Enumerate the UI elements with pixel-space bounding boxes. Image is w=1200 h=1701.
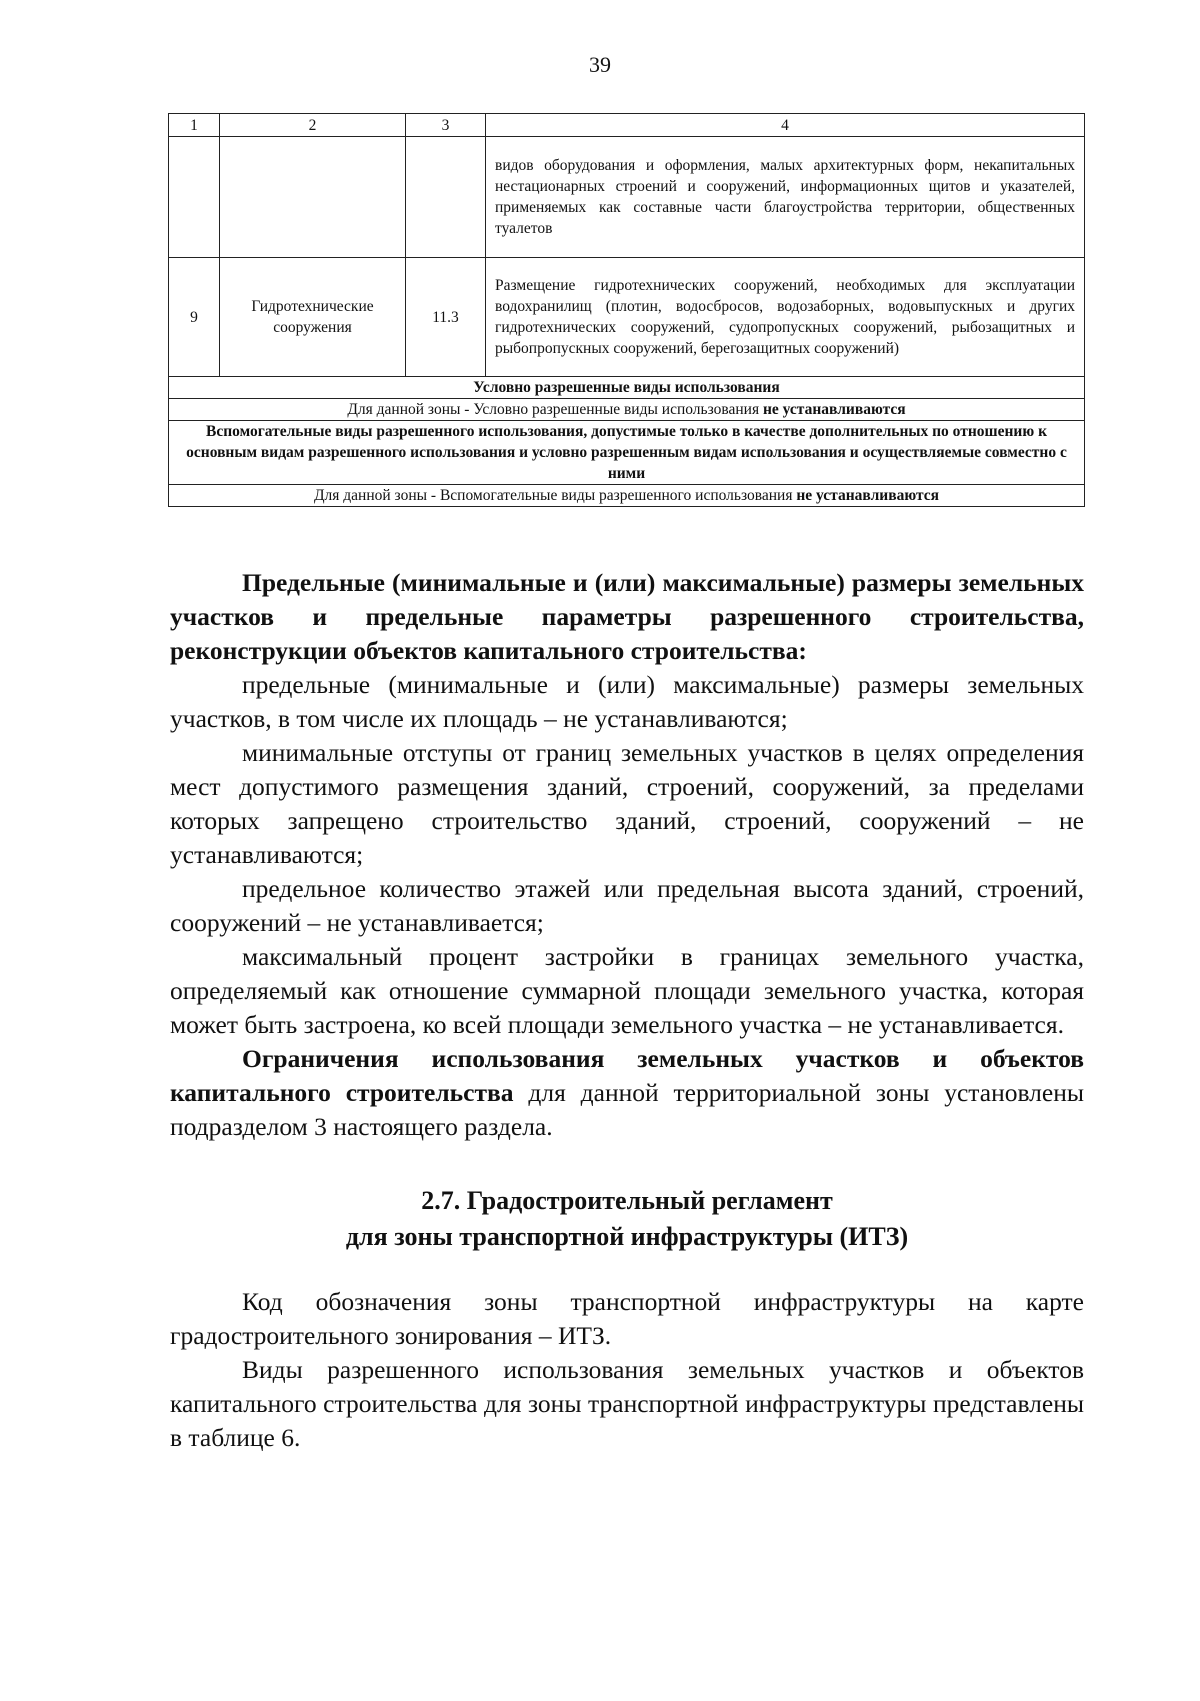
- land-use-table: [168, 113, 1085, 507]
- paragraph: Код обозначения зоны транспортной инфраструктуры на карте градостроительного зонирования – ИТЗ.: [170, 1287, 1084, 1350]
- row-code: 11.3: [406, 258, 486, 377]
- note-bold-text: не устанавливаются: [796, 487, 940, 504]
- paragraph: минимальные отступы от границ земельных участков в целях определения мест допустимого размещения зданий, строений, сооружений, за пределами которых запрещено строительство зданий, строений, сооружений – не устанавливаются;: [170, 738, 1084, 869]
- limits-heading: Предельные (минимальные и (или) максимальные) размеры земельных участков и предельные параметры разрешенного строительства, реконструкции объектов капитального строительства:: [170, 568, 1084, 665]
- paragraph: предельные (минимальные и (или) максимальные) размеры земельных участков, в том числе их площадь – не устанавливаются;: [170, 670, 1084, 733]
- table-header-row: [169, 114, 1085, 137]
- restrictions-bold: Ограничения использования земельных участков и объектов капитального строительства: [170, 1044, 1084, 1107]
- page-number: 39: [589, 52, 611, 77]
- note-text: Для данной зоны - Вспомогательные виды разрешенного использования: [313, 487, 797, 504]
- note-text: Для данной зоны - Условно разрешенные виды использования: [347, 401, 763, 418]
- table-header-cell: 1: [169, 114, 220, 137]
- section-heading: [170, 1183, 1084, 1255]
- restrictions-rest: для данной территориальной зоны установлены подразделом 3 настоящего раздела.: [170, 1078, 1084, 1141]
- table-note-row: [169, 399, 1085, 421]
- row-name: [220, 137, 406, 258]
- restrictions-paragraph: [170, 1042, 1084, 1144]
- table-section-row: [169, 421, 1085, 485]
- conditional-uses-title: Условно разрешенные виды использования: [169, 377, 1085, 399]
- auxiliary-uses-note: [169, 485, 1085, 507]
- table-note-row: [169, 485, 1085, 507]
- row-number: 9: [169, 258, 220, 377]
- auxiliary-uses-title: Вспомогательные виды разрешенного использования, допустимые только в качестве дополнительных по отношению к основным видам разрешенного использования и условно разрешенным видам использования и осуществляемые совместно с ними: [169, 421, 1085, 485]
- table-section-row: [169, 377, 1085, 399]
- conditional-uses-note: [169, 399, 1085, 421]
- note-bold-text: не устанавливаются: [762, 401, 906, 418]
- table-row: [169, 137, 1085, 258]
- paragraph: максимальный процент застройки в границах земельного участка, определяемый как отношение суммарной площади земельного участка, которая может быть застроена, ко всей площади земельного участка – не устанавливается.: [170, 942, 1084, 1039]
- paragraph: Виды разрешенного использования земельных участков и объектов капитального строительства для зоны транспортной инфраструктуры представлены в таблице 6.: [170, 1355, 1084, 1452]
- row-description: Размещение гидротехнических сооружений, необходимых для эксплуатации водохранилищ (плотин, водосбросов, водозаборных, водовыпускных и других гидротехнических сооружений, судопропускных сооружений, рыбозащитных и рыбопропускных сооружений, берегозащитных сооружений): [486, 258, 1085, 377]
- paragraph: предельное количество этажей или предельная высота зданий, строений, сооружений – не устанавливается;: [170, 874, 1084, 937]
- section-title-line: 2.7. Градостроительный регламент: [421, 1186, 833, 1215]
- body-text: [170, 566, 1084, 1144]
- row-name: Гидротехнические сооружения: [220, 258, 406, 377]
- table-header-cell: 4: [486, 114, 1085, 137]
- section-title-line: для зоны транспортной инфраструктуры (ИТЗ): [345, 1222, 909, 1251]
- tail-text: [170, 1285, 1084, 1455]
- row-description: видов оборудования и оформления, малых архитектурных форм, некапитальных нестационарных строений и сооружений, информационных щитов и указателей, применяемых как составные части благоустройства территории, общественных туалетов: [486, 137, 1085, 258]
- table-header-cell: 2: [220, 114, 406, 137]
- row-code: [406, 137, 486, 258]
- table-row: [169, 258, 1085, 377]
- table-header-cell: 3: [406, 114, 486, 137]
- row-number: [169, 137, 220, 258]
